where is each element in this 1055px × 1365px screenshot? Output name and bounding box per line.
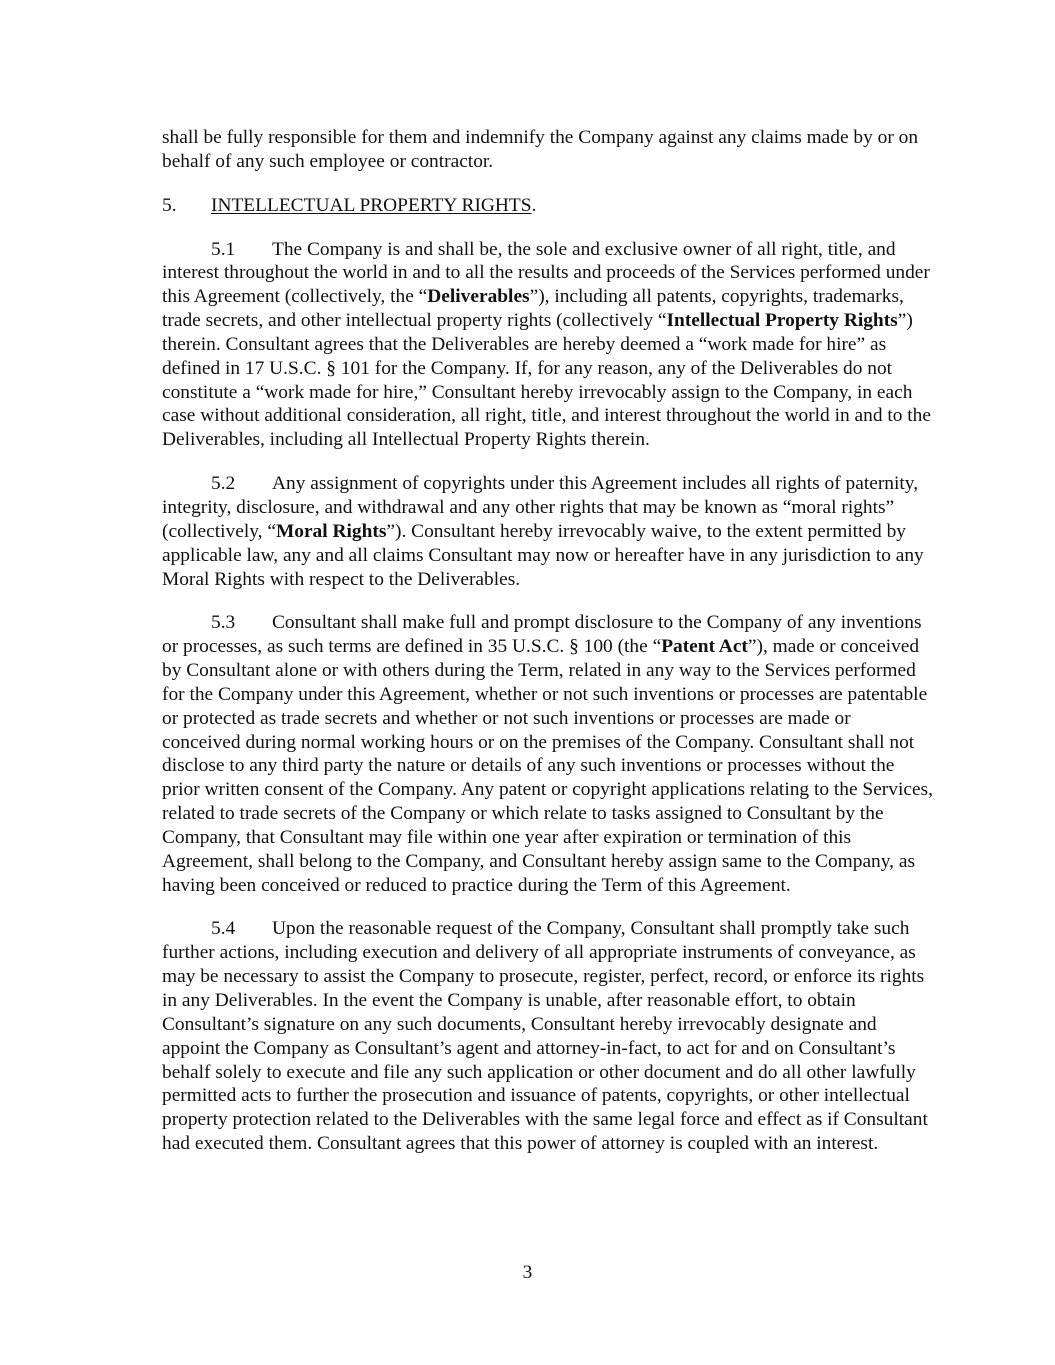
defined-term-deliverables: Deliverables [427,286,530,308]
defined-term-intellectual-property-rights: Intellectual Property Rights [666,310,898,332]
clause-5-3 [162,611,934,897]
continuation-paragraph: shall be fully responsible for them and indemnify the Company against any claims made by or on behalf of any such employee or contractor. [162,127,919,172]
clause-number: 5.3 [211,612,236,634]
defined-term-patent-act: Patent Act [661,636,748,658]
clause-text: Upon the reasonable request of the Company, Consultant shall promptly take such further actions, including execution and delivery of all appropriate instruments of conveyance, as may be necessary to assist the Company to prosecute, register, perfect, record, or enforce its rights in any Deliverables. In the event the Company is unable, after reasonable effort, to obtain Consultant’s signature on any such documents, Consultant hereby irrevocably designate and appoint the Company as Consultant’s agent and attorney-in-fact, to act for and on Consultant’s behalf solely to execute and file any such application or other document and do all other lawfully permitted acts to further the prosecution and issuance of patents, copyrights, or other intellectual property protection related to the Deliverables with the same legal force and effect as if Consultant had executed them. Consultant agrees that this power of attorney is coupled with an interest. [162,918,928,1155]
clause-text: The Company is and shall be, the sole and exclusive owner of all right, title, and interest throughout the world in and to all the results and proceeds of the Services performed under this Agreement (collectively, the “ [162,238,930,308]
clause-5-1 [162,238,934,453]
section-title-suffix: . [531,194,537,216]
section-title: INTELLECTUAL PROPERTY RIGHTS [211,194,532,216]
page-number: 3 [522,1262,533,1283]
clause-text: ”). Consultant hereby irrevocably waive, to the extent permitted by applicable law, any and all claims Consultant may now or hereafter have in any jurisdiction to any Moral Rights with respect to the Deliverables. [162,520,924,590]
clause-text: ”), including all patents, copyrights, trademarks, trade secrets, and other intellectual property rights (collectively “ [162,286,904,332]
clause-text: Consultant shall make full and prompt disclosure to the Company of any inventions or processes, as such terms are defined in 35 U.S.C. § 100 (the “ [162,612,922,658]
defined-term-moral-rights: Moral Rights [275,520,387,542]
clause-number: 5.2 [211,473,236,495]
clause-text: Any assignment of copyrights under this Agreement includes all rights of paternity, integrity, disclosure, and withdrawal and any other rights that may be known as “moral rights” (collectively, “ [162,473,919,542]
clause-5-4 [162,917,934,1155]
clause-5-2 [162,472,934,591]
clause-number: 5.1 [211,238,236,260]
clause-text: ”), made or conceived by Consultant alone or with others during the Term, related in any way to the Services performed for the Company under this Agreement, whether or not such inventions or processes are patentable or protected as trade secrets and whether or not such inventions or processes are made or conceived during normal working hours or on the premises of the Company. Consultant shall not disclose to any third party the nature or details of any such inventions or processes without the prior written consent of the Company. Any patent or copyright applications relating to the Services, related to trade secrets of the Company or which relate to tasks assigned to Consultant by the Company, that Consultant may file within one year after expiration or termination of this Agreement, shall belong to the Company, and Consultant hereby assign same to the Company, as having been conceived or reduced to practice during the Term of this Agreement. [162,636,933,896]
document-page [162,126,934,1176]
section-number: 5. [162,194,177,216]
clause-text: ”) therein. Consultant agrees that the Deliverables are hereby deemed a “work made for hire” as defined in 17 U.S.C. § 101 for the Company. If, for any reason, any of the Deliverables do not constitute a “work made for hire,” Consultant hereby irrevocably assign to the Company, in each case without additional consideration, all right, title, and interest throughout the world in and to the Deliverables, including all Intellectual Property Rights therein. [162,310,931,451]
section-heading [162,194,934,218]
clause-number: 5.4 [211,918,236,940]
